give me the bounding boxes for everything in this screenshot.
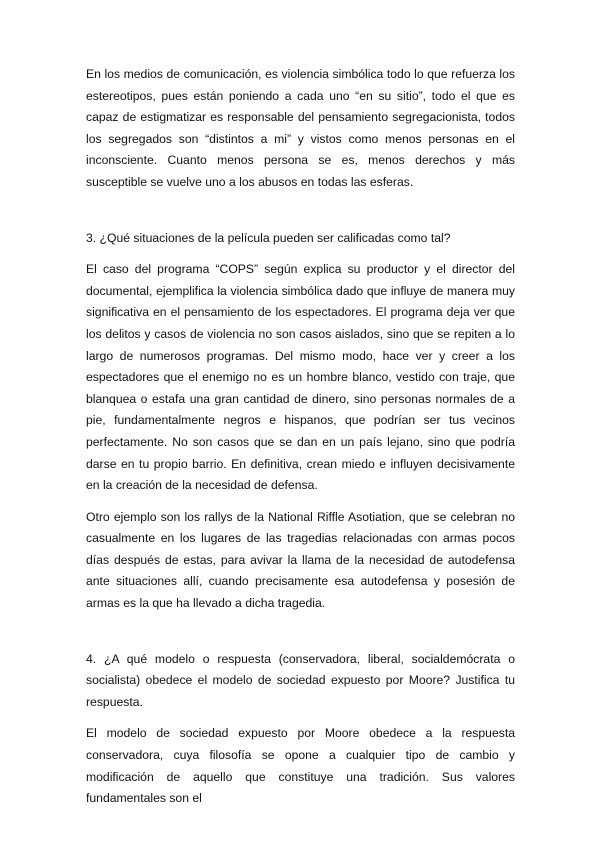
section-spacer: [86, 615, 515, 649]
paragraph-nra-example: Otro ejemplo son los rallys de la National Riffle Asotiation, que se celebran no casualmente en los lugares de las tragedias relacionadas con armas pocos días después de estas, para avivar la llama de la necesidad de autodefensa ante situaciones allí, cuando precisamente esa autodefensa y posesión de armas es la que ha llevado a dicha tragedia.: [86, 509, 515, 611]
paragraph-media-violence: En los medios de comunicación, es violencia simbólica todo lo que refuerza los estereotipos, pues están poniendo a cada uno “en su sitio”, todo el que es capaz de estigmatizar es responsable del pensamiento segregacionista, todos los segregados son “distintos a mi” y vistos como menos personas en el inconsciente. Cuanto menos persona se es, menos derechos y más susceptible se vuelve uno a los abusos en todas las esferas.: [86, 67, 515, 189]
question-3-heading: 3. ¿Qué situaciones de la película pueden ser calificadas como tal?: [86, 230, 451, 245]
section-spacer: [86, 194, 515, 228]
paragraph-conservative-model: El modelo de sociedad expuesto por Moore obedece a la respuesta conservadora, cuya filosofía se opone a cualquier tipo de cambio y modificación de aquello que constituye una tradición. Sus valores fundamentales son el: [86, 726, 515, 806]
paragraph-spacer: [86, 249, 515, 259]
paragraph-spacer: [86, 497, 515, 507]
question-4-heading: 4. ¿A qué modelo o respuesta (conservadora, liberal, socialdemócrata o socialista) obedece el modelo de sociedad expuesto por Moore? Justifica tu respuesta.: [86, 651, 515, 709]
paragraph-spacer: [86, 713, 515, 723]
document-body: [86, 64, 515, 810]
paragraph-cops-example: El caso del programa “COPS” según explica su productor y el director del documental, ejemplifica la violencia simbólica dado que influye de manera muy significativa en el pensamiento de los espectadores. El programa deja ver que los delitos y casos de violencia no son casos aislados, sino que se repiten a lo largo de numerosos programas. Del mismo modo, hace ver y creer a los espectadores que el enemigo no es un hombre blanco, vestido con traje, que blanquea o estafa una gran cantidad de dinero, sino personas normales de a pie, fundamentalmente negros e hispanos, que podrían ser tus vecinos perfectamente. No son casos que se dan en un país lejano, sino que podría darse en tu propio barrio. En definitiva, crean miedo e influyen decisivamente en la creación de la necesidad de defensa.: [86, 262, 515, 493]
